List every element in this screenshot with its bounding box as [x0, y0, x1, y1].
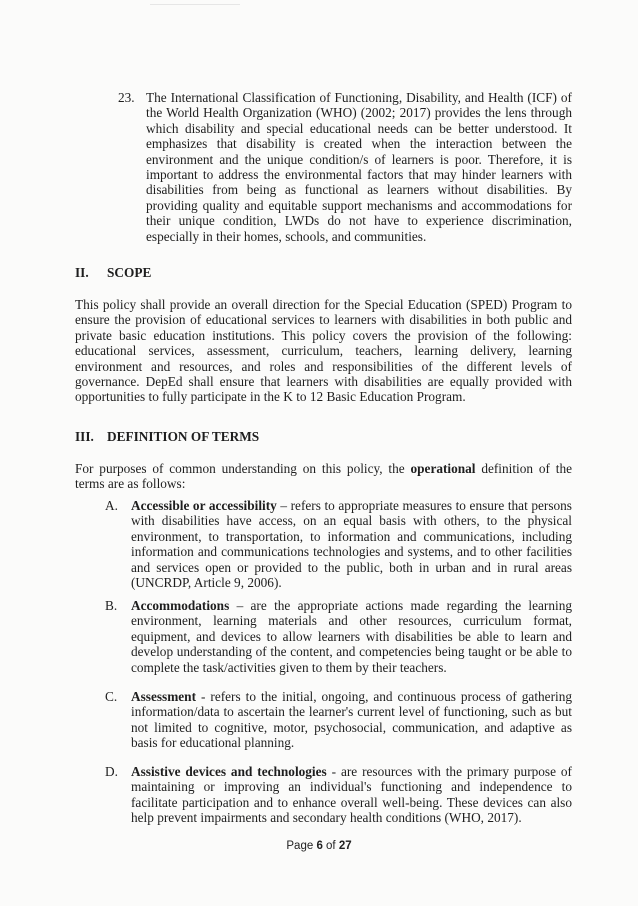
item-letter: B. — [105, 598, 118, 613]
total-page-count: 27 — [338, 840, 352, 852]
scope-paragraph — [75, 297, 572, 405]
item-letter: D. — [105, 764, 118, 779]
paragraph-text: The International Classification of Functioning, Disability, and Health (ICF) of the World Health Organization (WHO) (2002; 2017) provides the lens through which disability and special educational needs can be better understood. It emphasizes that disability is created when the interaction between the environment and the unique condition/s of learners is poor. Therefore, it is important to address the environmental factors that may hinder learners with disabilities from being as functional as learners without disabilities. By providing quality and equitable support mechanisms and accommodations for their unique condition, LWDs do not have to experience discrimination, especially in their homes, schools, and communities. — [146, 90, 572, 244]
definition-item-assessment — [105, 689, 572, 751]
operational-term: operational — [410, 461, 476, 476]
section-title: SCOPE — [107, 265, 152, 280]
scan-artifact — [150, 4, 240, 5]
item-letter: C. — [105, 689, 118, 704]
current-page-number: 6 — [316, 840, 323, 852]
definition-text: – are the appropriate actions made regarding the learning environment, learning materials and other resources, curriculum format, equipment, and devices to allow learners with disabilities be able to learn and develop understanding of the content, and competencies being taught or be able to complete the task/activities given to them by their teachers. — [131, 598, 572, 675]
definition-term: Accommodations — [131, 598, 230, 613]
section-title: DEFINITION OF TERMS — [107, 429, 260, 444]
definition-item-accommodations — [105, 598, 572, 675]
item-letter: A. — [105, 498, 118, 513]
paragraph-number: 23. — [118, 90, 135, 105]
definitions-intro: For purposes of common understanding on this policy, the operational definition of the terms are as follows: — [75, 461, 572, 492]
section-heading-scope — [75, 265, 151, 281]
section-number: III. — [75, 429, 94, 444]
definition-item-assistive-devices — [105, 764, 572, 826]
section-number: II. — [75, 265, 89, 280]
scope-text: This policy shall provide an overall direction for the Special Education (SPED) Program to ensure the provision of educational services to learners with disabilities in both public and private basic education institutions. This policy covers the provision of the following: educational services, assessment, curriculum, teachers, learning delivery, learning environment and resources, and roles and responsibilities of the different levels of governance. DepEd shall ensure that learners with disabilities are equally provided with opportunities to fully participate in the K to 12 Basic Education Program. — [75, 297, 572, 405]
page-footer: Page 6 of 27 — [286, 840, 352, 852]
definition-text: – refers to appropriate measures to ensure that persons with disabilities have access, on an equal basis with others, to the physical environment, to transportation, to information and communications, including information and communications technologies and systems, and to other facilities and services open or provided to the public, both in urban and in rural areas (UNCRDP, Article 9, 2006). — [131, 498, 572, 591]
definition-text: - refers to the initial, ongoing, and continuous process of gathering information/data to ascertain the learner's current level of functioning, such as but not limited to cognitive, motor, psychosocial, communication, and adaptive as basis for educational planning. — [131, 689, 572, 751]
definition-term: Assessment — [131, 689, 197, 704]
definition-text: - are resources with the primary purpose of maintaining or improving an individual's functioning and independence to facilitate participation and to enhance overall well-being. These devices can also help prevent impairments and secondary health conditions (WHO, 2017). — [131, 764, 572, 826]
definition-item-accessibility — [105, 498, 572, 591]
definition-term: Assistive devices and technologies — [131, 764, 327, 779]
definition-term: Accessible or accessibility — [131, 498, 277, 513]
section-heading-definitions — [75, 429, 259, 445]
numbered-paragraph-23 — [118, 90, 572, 244]
